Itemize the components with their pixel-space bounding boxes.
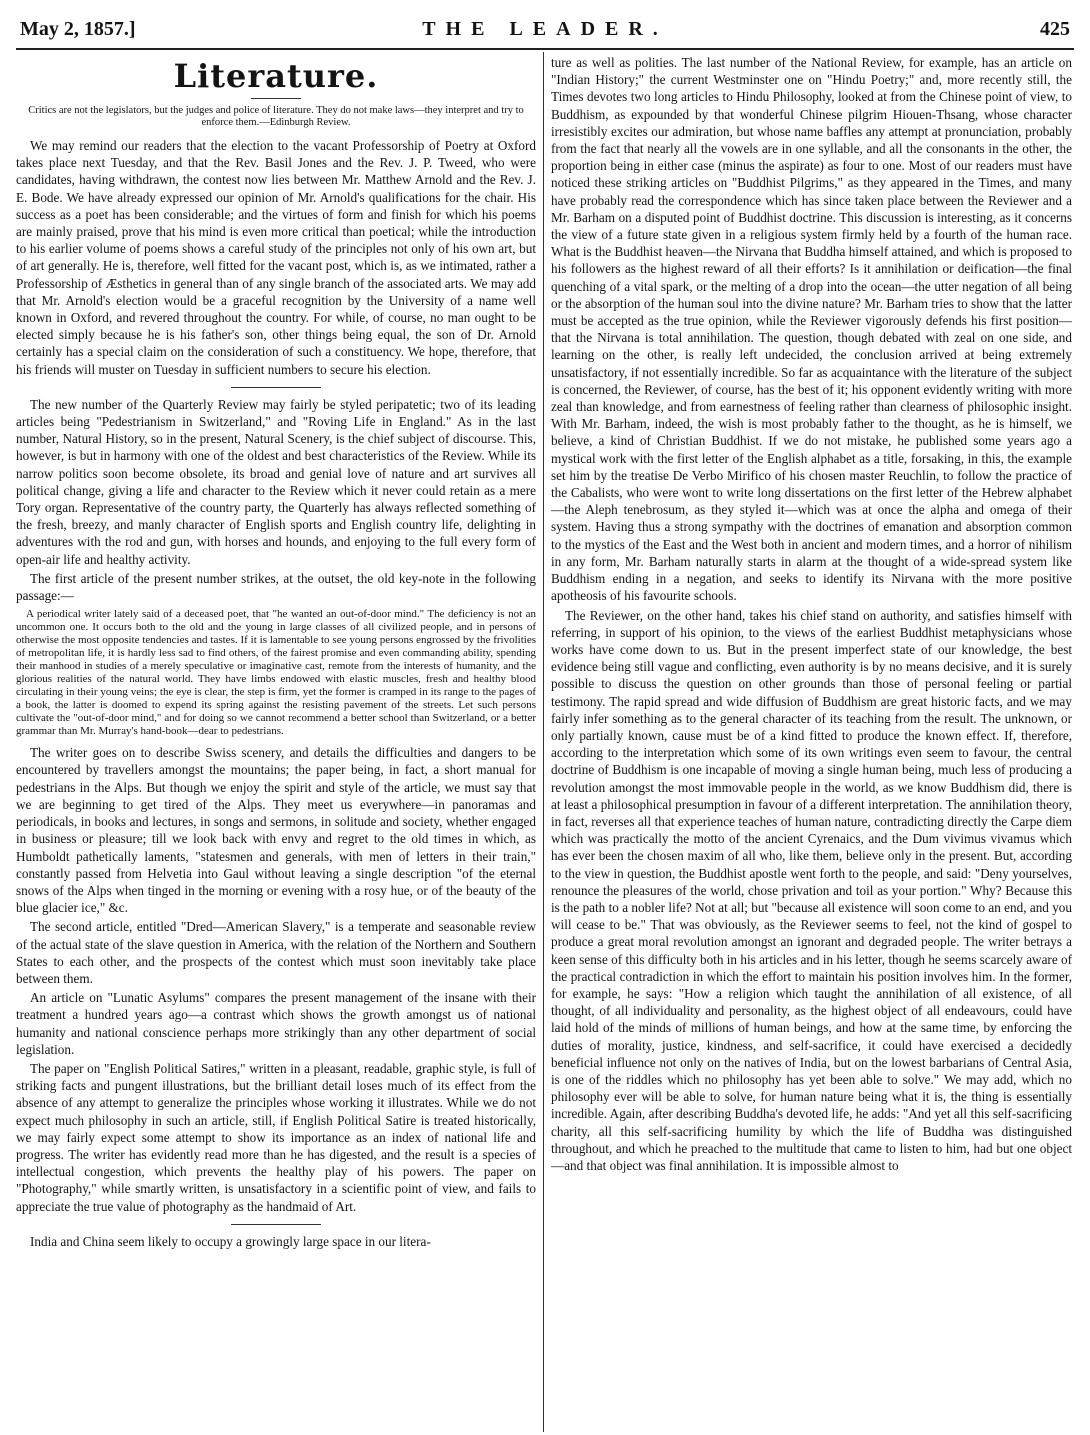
section-motto: Critics are not the legislators, but the judges and police of literature. They do not make laws—they interpret and try to enforce them.—Edinburgh Review. (28, 105, 524, 128)
section-divider (231, 387, 321, 388)
paragraph-india-china: India and China seem likely to occupy a growingly large space in our litera- (30, 1233, 431, 1249)
paragraph-quarterly-review: The new number of the Quarterly Review may fairly be styled peripatetic; two of its leading articles being "Pedestrianism in Switzerland," and "Roving Life in England." As in the last number, Natural History, so in the present, Natural Scenery, is the chief subject of discourse. This, however, is but in harmony with one of the oldest and best characteristics of the Review. While its narrow politics soon become obsolete, its broad and genial love of nature and art survives all political change, giving a life and character to the Review which it never could retain as a mere Tory organ. Representative of the country party, the Quarterly has always reflected something of the fresh, breezy, and manly character of English sports and English country life, delighting in adventures with the rod and gun, with horses and hounds, and enjoying to the full every form of open-air life and healthy activity. (16, 396, 536, 567)
paragraph-buddhism: ture as well as polities. The last number of the National Review, for example, has an article on "Indian History;" the current Westminster one on "Hindu Poetry;" and, more recently still, the Times devotes two long articles to Hindu Philosophy, looked at from the Chinese point of view, to Buddhism, as expounded by that wonderful Chinese pilgrim Hiouen-Thsang, whose character irresistibly excites our admiration, but whose name baffles any attempt at pronunciation, probably from the fact that nearly all the vowels are in one syllable, and all the consonants in the other, the proportion being in either case (minus the aspirate) as four to one. Most of our readers must have noticed these striking articles on "Buddhist Pilgrims," as they appeared in the Times, and many have probably read the correspondence which has since taken place between the Reviewer and a Mr. Barham on a disputed point of Buddhist doctrine. This discussion is interesting, as it concerns the view of a future state given in a religious system firmly held by a fourth of the human race. What is the Buddhist heaven—the Nirvana that Buddha himself attained, and which is proposed to his followers as the highest reward of all their efforts? Is it annihilation or deification—the final quenching of a vital spark, or the melting of a drop into the ocean—the utter negation of all being or the absorption of the human soul into the divine nature? Mr. Barham tries to show that the latter must be accepted as the true opinion, while the Reviewer vigorously defends his first position—that the Nirvana is total annihilation. The question, though debated with zeal on one side, and learning on the other, is really left undecided, the conclusion arrived at being extremely unsatisfactory, if not essentially incredible. So far as acquaintance with the literature of the subject is concerned, the Reviewer, of course, has the best of it; his opponent evidently writing with more zeal than knowledge, and from earnestness of feeling rather than clearness of philosophic insight. With Mr. Barham, indeed, the wish is most probably father to the thought, as he is himself, we believe, a kind of Christian Buddhist. If we do not mistake, he published some years ago a mystical work with the first letter of the English alphabet as a title, forsaking, in this, the example set him by the treatise De Verbo Mirifico of his chosen master Reuchlin, to follow the practice of the Cabalists, who were wont to write long dissertations on the first letter of the Hebrew alphabet—the Aleph tenebrosum, as they styled it—which was at once the alpha and omega of their system. Having thus a strong sympathy with the doctrines of emanation and absorption common to the mystics of the East and the West both in ancient and modern times, and a horror of nihilism in any form, Mr. Barham naturally starts in alarm at the thought of a wide-spread system like Buddhism ending in a negation, and seeks to identify its Nirvana with the more positive apotheosis of his favourite schools. (551, 55, 1072, 604)
header-date: May 2, 1857.] (20, 18, 136, 40)
header-title: THE LEADER. (422, 18, 668, 40)
section-title: Literature. (173, 57, 379, 95)
quoted-passage: A periodical writer lately said of a deceased poet, that "he wanted an out-of-door mind." The deficiency is not an uncommon one. It occurs both to the old and the young in large classes of all civilized people, and in persons of otherwise the most opposite tendencies and tastes. If it is lamentable to see young persons engrossed by the frivolities of metropolitan life, it is hardly less sad to find others, of the fairest promise and even commanding ability, spending their manhood in studies of a merely speculative or imaginative cast, remote from the interests of humanity, and the glorious realities of the natural world. They have limbs endowed with elastic muscles, fresh and healthy blood circulating in their young veins; the eye is clear, the step is firm, yet the former is cramped in its range to the pages of a book, the latter is doomed to expend its spring against the resisting pavement of the streets. Let such persons cultivate the "out-of-door mind," and for doing so we cannot recommend a better school than Switzerland, or a better grammar than Mr. Murray's hand-book—dear to pedestrians. (16, 608, 536, 738)
paragraph-oxford-professorship: We may remind our readers that the election to the vacant Professorship of Poetry at Oxford takes place next Tuesday, and that the Rev. Basil Jones and the Rev. J. P. Tweed, who were candidates, having withdrawn, the contest now lies between Mr. Matthew Arnold and the Rev. J. E. Bode. We have already expressed our opinion of Mr. Arnold's qualifications for the chair. His success as a poet has been considerable; and the virtues of form and finish for which his poems are mainly praised, prove that his mind is even more critical than poetical; while the introduction to his earlier volume of poems shows a careful study of the principles not only of his own art, but of art generally. He is, therefore, well fitted for the vacant post, which is, as we intimated, rather a Professorship of Æsthetics in general than of any single branch of the associated arts. We may add that Mr. Arnold's election would be a graceful recognition by the University of a name well known in Oxford, and revered throughout the country. For while, of course, no man ought to be elected simply because he is his father's son, other things being equal, the son of Dr. Arnold certainly has a special claim on the consideration of such a constituency. We hope, therefore, that his friends will muster on Tuesday in sufficient numbers to secure his election. (16, 138, 536, 377)
paragraph-lunatic-asylums: An article on "Lunatic Asylums" compares the present management of the insane with their treatment a hundred years ago—a contrast which shows the growth amongst us of national humanity and national conscience perhaps more strikingly than any other department of social legislation. (16, 990, 536, 1057)
column-rule (543, 52, 544, 1432)
title-rule (251, 98, 301, 99)
paragraph-first-article: The first article of the present number strikes, at the outset, the old key-note in the following passage:— (16, 570, 536, 604)
section-divider (231, 1224, 321, 1225)
left-column (16, 54, 536, 1424)
paragraph-political-satires: The paper on "English Political Satires," written in a pleasant, readable, graphic style, is full of striking facts and pungent illustrations, but the brilliant detail loses much of its effect from the absence of any attempt to generalize the principles whose working it illustrates. While we do not expect much philosophy in such an article, still, if English Political Satire is treated historically, we may fairly expect some attempt to show its importance as an index of national life and progress. The writer has evidently read more than he has digested, and the result is a species of intellectual congestion, which prevents the healthy play of his powers. The paper on "Photography," while smartly written, is unsatisfactory in a scientific point of view, and fails to appreciate the true value of photography as the handmaid of Art. (16, 1060, 536, 1214)
right-column (551, 54, 1072, 1424)
paragraph-swiss-scenery: The writer goes on to describe Swiss scenery, and details the difficulties and dangers to be encountered by travellers amongst the mountains; the paper being, in fact, a short manual for pedestrians in the Alps. But though we enjoy the spirit and style of the article, we must say that we are beginning to get tired of the Alps. They meet us everywhere—in panoramas and periodicals, in books and lectures, in songs and sermons, in solitude and society, whether engaged in business or pleasure; till we look back with envy and regret to the old times in which, as Humboldt pathetically laments, "statesmen and generals, with men of letters in their train," constantly passed from Helvetia into Gaul without leaving a single description "of the eternal snows of the Alps when tinged in the morning or evening with a rosy hue, or of the beauty of the blue glacier ice," &c. (16, 745, 536, 916)
paragraph-american-slavery: The second article, entitled "Dred—American Slavery," is a temperate and seasonable review of the actual state of the slave question in America, with the relation of the Northern and Southern States to each other, and the prospects of the contest which must soon inevitably take place between them. (16, 919, 536, 986)
paragraph-reviewer: The Reviewer, on the other hand, takes his chief stand on authority, and satisfies himself with referring, in support of his opinion, to the views of the earliest Buddhist metaphysicians whose works have come down to us. But in the present imperfect state of our knowledge, the best evidence being still vague and conflicting, even authority is by no means decisive, and it is surely possible to discuss the question on other grounds than those of personal feeling or partial testimony. The rapid spread and wide diffusion of Buddhism are great historic facts, and we may fairly infer something as to the general character of its teaching from the result. The unknown, or only partially known, cause must be of a kind fitted to produce the known effect. If, therefore, according to the interpretation which some of its own writings even seem to favour, the central doctrine of Buddhism is one incapable of moving a single human being, much less of producing a revolution amongst the most immovable people in the world, as we know Buddhism did, there is at least a philosophical presumption in favour of a different interpretation. The annihilation theory, in fact, reverses all that experience teaches of human nature, contradicting directly the Carpe diem which was practically the motto of the ancient Cyrenaics, and the Dum vivimus vivamus which has ever been the chosen maxim of all who, like them, believe only in the present. But, according to the view in question, the Buddhist apostle went forth to the people, and said: "Deny yourselves, renounce the pleasures of the world, chose privation and toil as your portion." Why? Because this is the path to a nobler life? Not at all; but "because all existence will soon come to an end, and you will cease to be." That was obviously, as the Reviewer seems to feel, not the kind of gospel to produce a great moral revolution amongst an ignorant and degraded people. The writer betrays a keen sense of this difficulty both in his articles and in his letter, though he seems scarcely aware of the practical contradiction in which the effort to maintain his position involves him. In the former, for example, he says: "How a religion which taught the annihilation of all existence, of all thought, of all individuality and personality, as the highest object of all endeavours, could have laid hold of the minds of millions of human beings, and how at the same time, by enforcing the duties of morality, justice, kindness, and self-sacrifice, it could have exercised a decidedly beneficial influence not only on the natives of India, but on the lowest barbarians of Central Asia, is one of the riddles which no philosophy has yet been able to solve." We may add, which no philosophy ever will be able to solve, for human nature being what it is, the thing is essentially incredible. Again, after describing Buddha's devoted life, he adds: "And yet all this self-sacrificing charity, all this self-sacrificing humility by which the life of Buddha was distinguished throughout, and which he preached to the multitude that came to listen to him, had but one object—and that object was final annihilation. It is impossible almost to (551, 607, 1072, 1173)
page-header (16, 14, 1074, 50)
header-page-number: 425 (1040, 18, 1070, 40)
